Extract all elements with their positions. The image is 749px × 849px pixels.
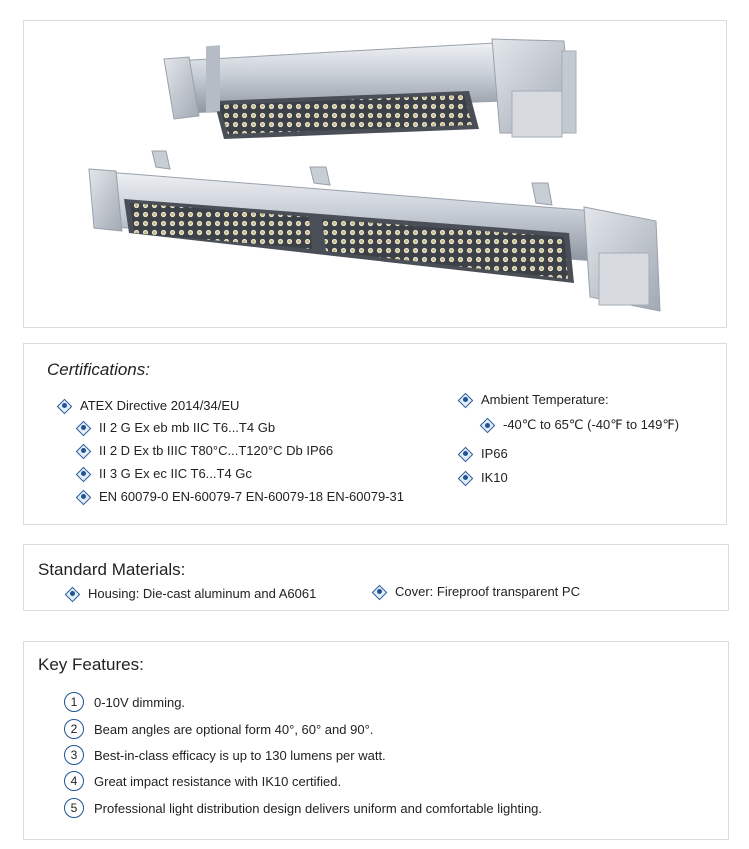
diamond-bullet-icon xyxy=(77,491,89,503)
cert-item: II 3 G Ex ec IIC T6...T4 Gc xyxy=(77,466,252,481)
cert-item: II 2 G Ex eb mb IIC T6...T4 Gb xyxy=(77,420,275,435)
number-badge: 5 xyxy=(64,798,84,818)
diamond-bullet-icon xyxy=(77,445,89,457)
feature-item: 3 Best-in-class efficacy is up to 130 lumens per watt. xyxy=(64,745,386,765)
diamond-bullet-icon xyxy=(459,448,471,460)
cert-ambient: Ambient Temperature: xyxy=(459,392,609,407)
luminaire-bottom xyxy=(89,151,660,311)
material-cover: Cover: Fireproof transparent PC xyxy=(373,584,580,599)
product-image xyxy=(24,21,726,327)
certifications-title: Certifications: xyxy=(47,360,150,379)
diamond-bullet-icon xyxy=(459,394,471,406)
cert-item: II 2 D Ex tb IIIC T80°C...T120°C Db IP66 xyxy=(77,443,333,458)
number-badge: 3 xyxy=(64,745,84,765)
cert-ambient-value: -40℃ to 65℃ (-40℉ to 149℉) xyxy=(481,417,679,433)
diamond-bullet-icon xyxy=(77,468,89,480)
certifications-panel xyxy=(23,343,727,525)
diamond-bullet-icon xyxy=(58,400,70,412)
cert-atex: ATEX Directive 2014/34/EU xyxy=(58,398,239,413)
diamond-bullet-icon xyxy=(459,472,471,484)
number-badge: 4 xyxy=(64,771,84,791)
key-features-panel xyxy=(23,641,729,840)
diamond-bullet-icon xyxy=(77,422,89,434)
diamond-bullet-icon xyxy=(66,588,78,600)
feature-item: 1 0-10V dimming. xyxy=(64,692,185,712)
product-image-panel xyxy=(23,20,727,328)
diamond-bullet-icon xyxy=(481,419,493,431)
cert-ik: IK10 xyxy=(459,470,508,485)
number-badge: 2 xyxy=(64,719,84,739)
material-housing: Housing: Die-cast aluminum and A6061 xyxy=(66,586,316,601)
materials-panel xyxy=(23,544,729,611)
materials-title: Standard Materials: xyxy=(38,560,186,579)
cert-ip: IP66 xyxy=(459,446,508,461)
key-features-title: Key Features: xyxy=(38,655,144,674)
number-badge: 1 xyxy=(64,692,84,712)
luminaire-top xyxy=(164,39,576,139)
feature-item: 2 Beam angles are optional form 40°, 60° and 90°. xyxy=(64,719,373,739)
feature-item: 4 Great impact resistance with IK10 certified. xyxy=(64,771,341,791)
diamond-bullet-icon xyxy=(373,586,385,598)
cert-item: EN 60079-0 EN-60079-7 EN-60079-18 EN-60079-31 xyxy=(77,489,404,504)
feature-item: 5 Professional light distribution design delivers uniform and comfortable lighting. xyxy=(64,798,542,818)
